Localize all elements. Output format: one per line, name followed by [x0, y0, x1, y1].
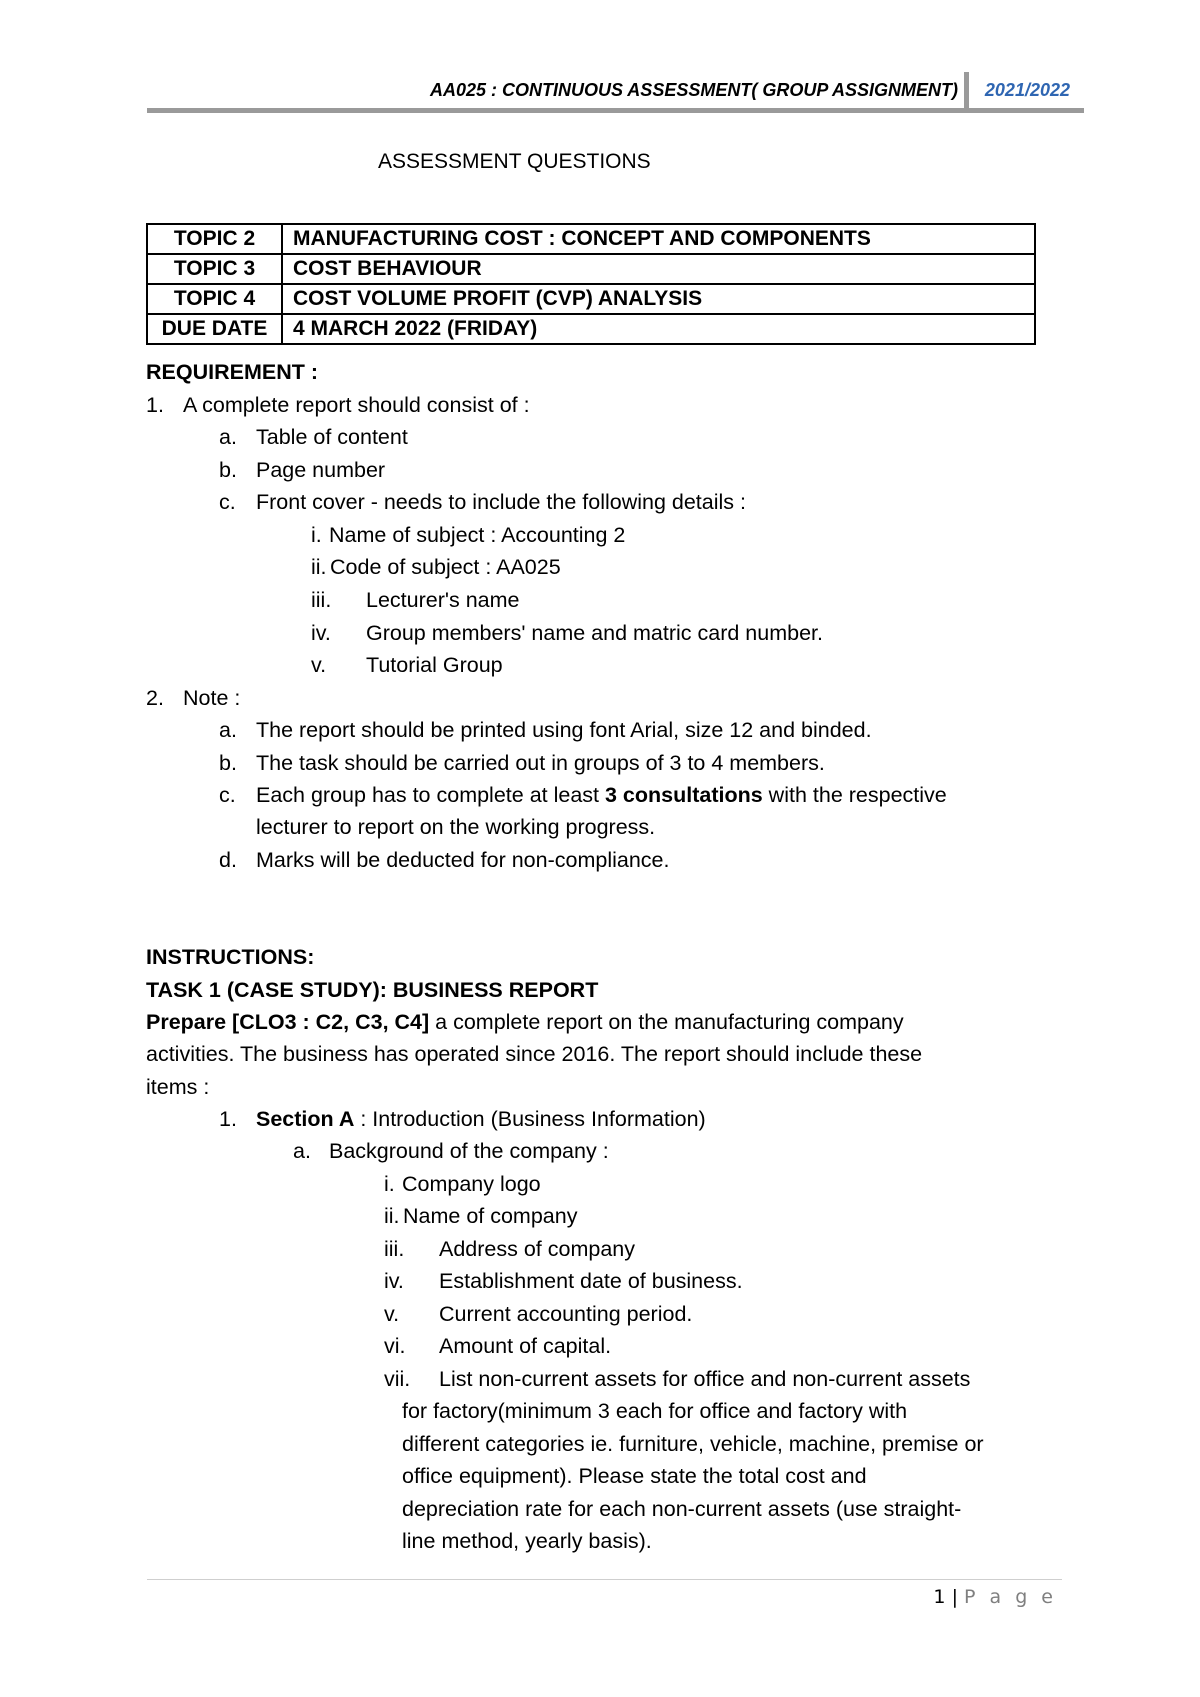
list-item: Code of subject : AA025	[330, 555, 561, 579]
list-number: 2.	[146, 686, 164, 710]
list-roman: iv.	[384, 1269, 404, 1293]
page-footer	[933, 1586, 1057, 1608]
list-item-continuation: office equipment). Please state the total cost and	[402, 1464, 867, 1488]
list-item-continuation: lecturer to report on the working progress.	[256, 815, 656, 839]
list-roman: vii.	[384, 1367, 411, 1391]
list-letter: b.	[219, 458, 237, 482]
footer-rule	[147, 1579, 1062, 1580]
list-item: Marks will be deducted for non-compliance.	[256, 848, 670, 872]
list-item: List non-current assets for office and non-current assets	[439, 1367, 971, 1391]
list-item: Group members' name and matric card number.	[366, 621, 823, 645]
list-letter: a.	[293, 1139, 311, 1163]
list-item: Address of company	[439, 1237, 635, 1261]
list-roman: vi.	[384, 1334, 406, 1358]
list-item: Front cover - needs to include the following details :	[256, 490, 746, 514]
list-roman: i.	[384, 1172, 395, 1196]
table-row	[147, 314, 1035, 344]
page-number: 1	[933, 1586, 946, 1608]
list-item: The task should be carried out in groups of 3 to 4 members.	[256, 751, 825, 775]
list-item-continuation: depreciation rate for each non-current assets (use straight-	[402, 1497, 962, 1521]
list-item: Lecturer's name	[366, 588, 520, 612]
list-number: 1.	[219, 1107, 237, 1131]
section-text: : Introduction (Business Information)	[354, 1107, 706, 1131]
list-roman: ii.	[311, 555, 327, 579]
topic-value: COST BEHAVIOUR	[282, 254, 1035, 284]
topic-value: MANUFACTURING COST : CONCEPT AND COMPONENTS	[282, 224, 1035, 254]
list-letter: c.	[219, 783, 236, 807]
list-roman: iii.	[384, 1237, 405, 1261]
paragraph-text: a complete report on the manufacturing company	[429, 1010, 904, 1034]
list-roman: iv.	[311, 621, 331, 645]
header-year: 2021/2022	[984, 80, 1070, 100]
task-title: TASK 1 (CASE STUDY): BUSINESS REPORT	[146, 978, 599, 1002]
table-row	[147, 224, 1035, 254]
header-title: AA025 : CONTINUOUS ASSESSMENT( GROUP ASSIGNMENT)	[429, 80, 958, 100]
topics-table	[146, 223, 1036, 345]
list-item-continuation: different categories ie. furniture, vehicle, machine, premise or	[402, 1432, 984, 1456]
list-item	[256, 782, 947, 808]
list-letter: c.	[219, 490, 236, 514]
topic-key: TOPIC 3	[147, 254, 282, 284]
header-rule	[147, 108, 1084, 113]
list-item: Name of subject : Accounting 2	[329, 523, 626, 547]
list-item: A complete report should consist of :	[183, 393, 530, 417]
due-date-key: DUE DATE	[147, 314, 282, 344]
list-roman: v.	[384, 1302, 400, 1326]
footer-separator: |	[951, 1586, 958, 1608]
topic-value: COST VOLUME PROFIT (CVP) ANALYSIS	[282, 284, 1035, 314]
table-row	[147, 284, 1035, 314]
list-letter: b.	[219, 751, 237, 775]
list-item: Page number	[256, 458, 386, 482]
paragraph-line: activities. The business has operated since 2016. The report should include these	[146, 1042, 923, 1066]
list-item-continuation: line method, yearly basis).	[402, 1529, 652, 1553]
document-title: ASSESSMENT QUESTIONS	[378, 150, 651, 173]
list-letter: a.	[219, 425, 237, 449]
emphasis-text: 3 consultations	[605, 783, 763, 807]
instructions-heading: INSTRUCTIONS:	[146, 945, 315, 969]
list-roman: v.	[311, 653, 327, 677]
list-item: Background of the company :	[329, 1139, 609, 1163]
paragraph-line	[146, 1009, 904, 1035]
list-item: Establishment date of business.	[439, 1269, 743, 1293]
topic-key: TOPIC 4	[147, 284, 282, 314]
list-item: Name of company	[403, 1204, 578, 1228]
paragraph-line: items :	[146, 1075, 210, 1099]
list-item-continuation: for factory(minimum 3 each for office and factory with	[402, 1399, 908, 1423]
list-roman: i.	[311, 523, 322, 547]
list-letter: a.	[219, 718, 237, 742]
list-item: Company logo	[402, 1172, 541, 1196]
topic-key: TOPIC 2	[147, 224, 282, 254]
header-separator	[964, 72, 969, 108]
list-item: Table of content	[256, 425, 408, 449]
list-roman: ii.	[384, 1204, 400, 1228]
section-item	[256, 1106, 706, 1132]
list-item: Current accounting period.	[439, 1302, 693, 1326]
list-roman: iii.	[311, 588, 332, 612]
requirement-heading: REQUIREMENT :	[146, 360, 318, 384]
list-item: Tutorial Group	[366, 653, 503, 677]
table-row	[147, 254, 1035, 284]
list-item-text: with the respective	[762, 783, 947, 807]
emphasis-text: Prepare [CLO3 : C2, C3, C4]	[146, 1010, 430, 1034]
due-date-value: 4 MARCH 2022 (FRIDAY)	[282, 314, 1035, 344]
section-label: Section A	[256, 1107, 355, 1131]
page-label: P a g e	[964, 1586, 1057, 1608]
list-item-text: Each group has to complete at least	[256, 783, 605, 807]
list-item: Amount of capital.	[439, 1334, 612, 1358]
list-letter: d.	[219, 848, 237, 872]
list-item: The report should be printed using font Arial, size 12 and binded.	[256, 718, 872, 742]
list-number: 1.	[146, 393, 164, 417]
page-header	[147, 72, 1084, 114]
list-item: Note :	[183, 686, 241, 710]
